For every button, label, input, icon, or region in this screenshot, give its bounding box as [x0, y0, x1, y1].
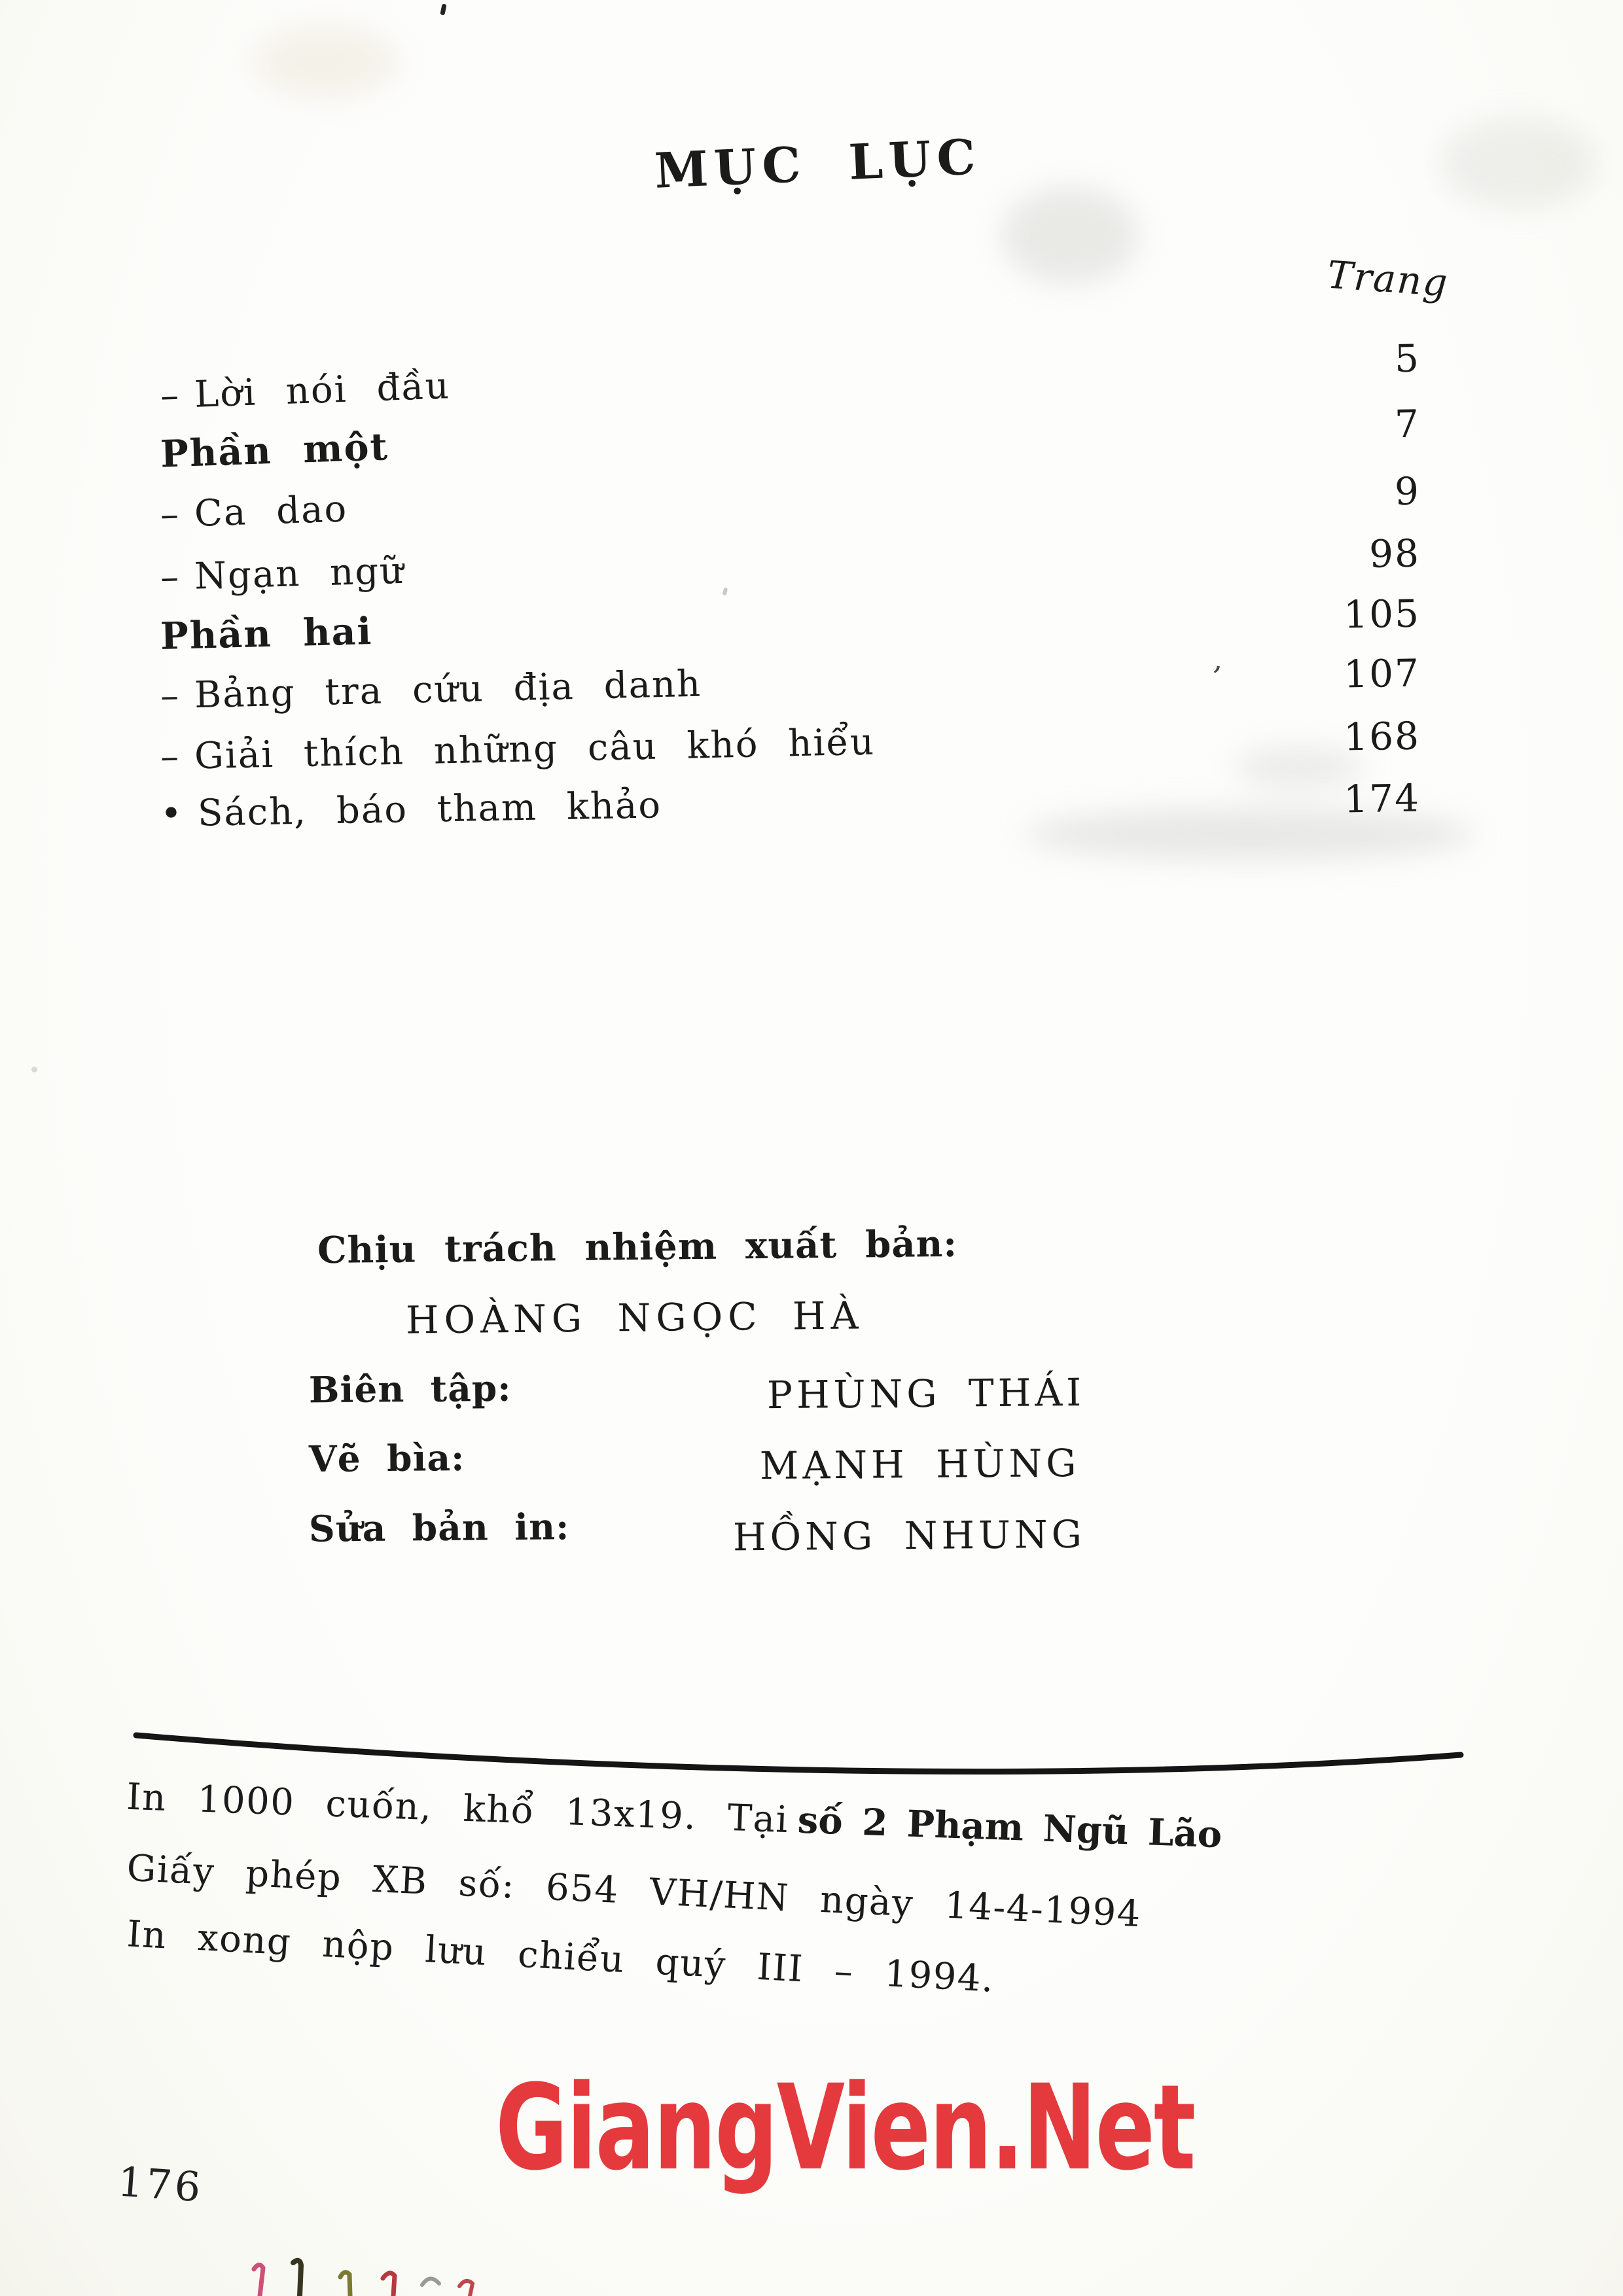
- toc-row-phan-mot: [160, 425, 389, 476]
- page-title: MỤC LỤC: [653, 129, 983, 200]
- toc-label: Giải thích những câu khó hiểu: [194, 720, 876, 778]
- credit-label-proof: Sửa bản in:: [308, 1505, 570, 1550]
- toc-marker: –: [160, 674, 181, 718]
- page-number: 176: [116, 2157, 205, 2212]
- credit-name-editor: PHÙNG THÁI: [766, 1369, 1086, 1418]
- toc-label: Bảng tra cứu địa danh: [194, 662, 702, 717]
- toc-label: Ngạn ngữ: [194, 549, 406, 598]
- toc-row-loi-noi-dau: [160, 364, 451, 417]
- toc-label: Phần một: [159, 425, 389, 476]
- toc-marker: –: [160, 493, 181, 537]
- toc-row-ngan-ngu: [160, 550, 405, 599]
- toc-page-number: 107: [1343, 650, 1421, 697]
- handwritten-marks: [216, 2256, 497, 2296]
- page-column-header: Trang: [1325, 252, 1450, 306]
- scan-speck: ’: [1207, 659, 1224, 696]
- toc-marker: –: [160, 735, 181, 779]
- printing-line-1-text: In 1000 cuốn, khổ 13x19. Tại: [126, 1775, 790, 1842]
- toc-label: Sách, báo tham khảo: [197, 784, 662, 835]
- scan-speck: [440, 3, 446, 15]
- watermark: GiangVien.Net: [495, 2060, 1195, 2197]
- credits-responsibility-label: Chịu trách nhiệm xuất bản:: [317, 1222, 958, 1273]
- toc-page-number: 105: [1343, 591, 1421, 637]
- toc-page-number: 7: [1394, 401, 1421, 447]
- toc-label: Lời nói đầu: [193, 364, 451, 416]
- toc-marker: –: [160, 374, 181, 417]
- toc-marker: –: [160, 556, 181, 599]
- toc-page-number: 98: [1368, 531, 1421, 576]
- scan-speck: [722, 587, 728, 595]
- scan-smudge: [255, 26, 399, 98]
- toc-page-number: 5: [1394, 336, 1421, 381]
- scan-smudge: [1001, 186, 1139, 285]
- credit-label-cover: Vẽ bìa:: [308, 1436, 465, 1481]
- printing-line-2: Giấy phép XB số: 654 VH/HN ngày 14-4-1994: [126, 1846, 1143, 1936]
- toc-row-phan-hai: [160, 609, 373, 658]
- credits-responsibility-name: HOÀNG NGỌC HÀ: [405, 1293, 864, 1343]
- printing-line-3: In xong nộp lưu chiểu quý III – 1994.: [126, 1913, 995, 2001]
- toc-row-bang-tra-cuu: [160, 663, 702, 718]
- toc-page-number: 9: [1394, 468, 1421, 514]
- printing-line-1: [126, 1775, 1222, 1856]
- toc-row-ca-dao: [160, 488, 348, 537]
- scan-speck: [31, 1067, 37, 1072]
- scan-smudge: [1440, 118, 1597, 209]
- credit-name-proof: HỒNG NHUNG: [732, 1511, 1086, 1560]
- toc-page-number: 168: [1343, 713, 1421, 760]
- toc-label: Ca dao: [194, 487, 349, 535]
- toc-marker: •: [160, 792, 184, 836]
- toc-label: Phần hai: [160, 609, 373, 658]
- credit-label-editor: Biên tập:: [308, 1366, 512, 1411]
- toc-row-giai-thich: [160, 721, 875, 779]
- divider-rule: [118, 1721, 1479, 1786]
- toc-page-number: 174: [1343, 775, 1421, 822]
- toc-row-sach-bao: [160, 784, 662, 835]
- printing-line-1-address: số 2 Phạm Ngũ Lão: [796, 1798, 1223, 1857]
- credit-name-cover: MẠNH HÙNG: [759, 1440, 1080, 1489]
